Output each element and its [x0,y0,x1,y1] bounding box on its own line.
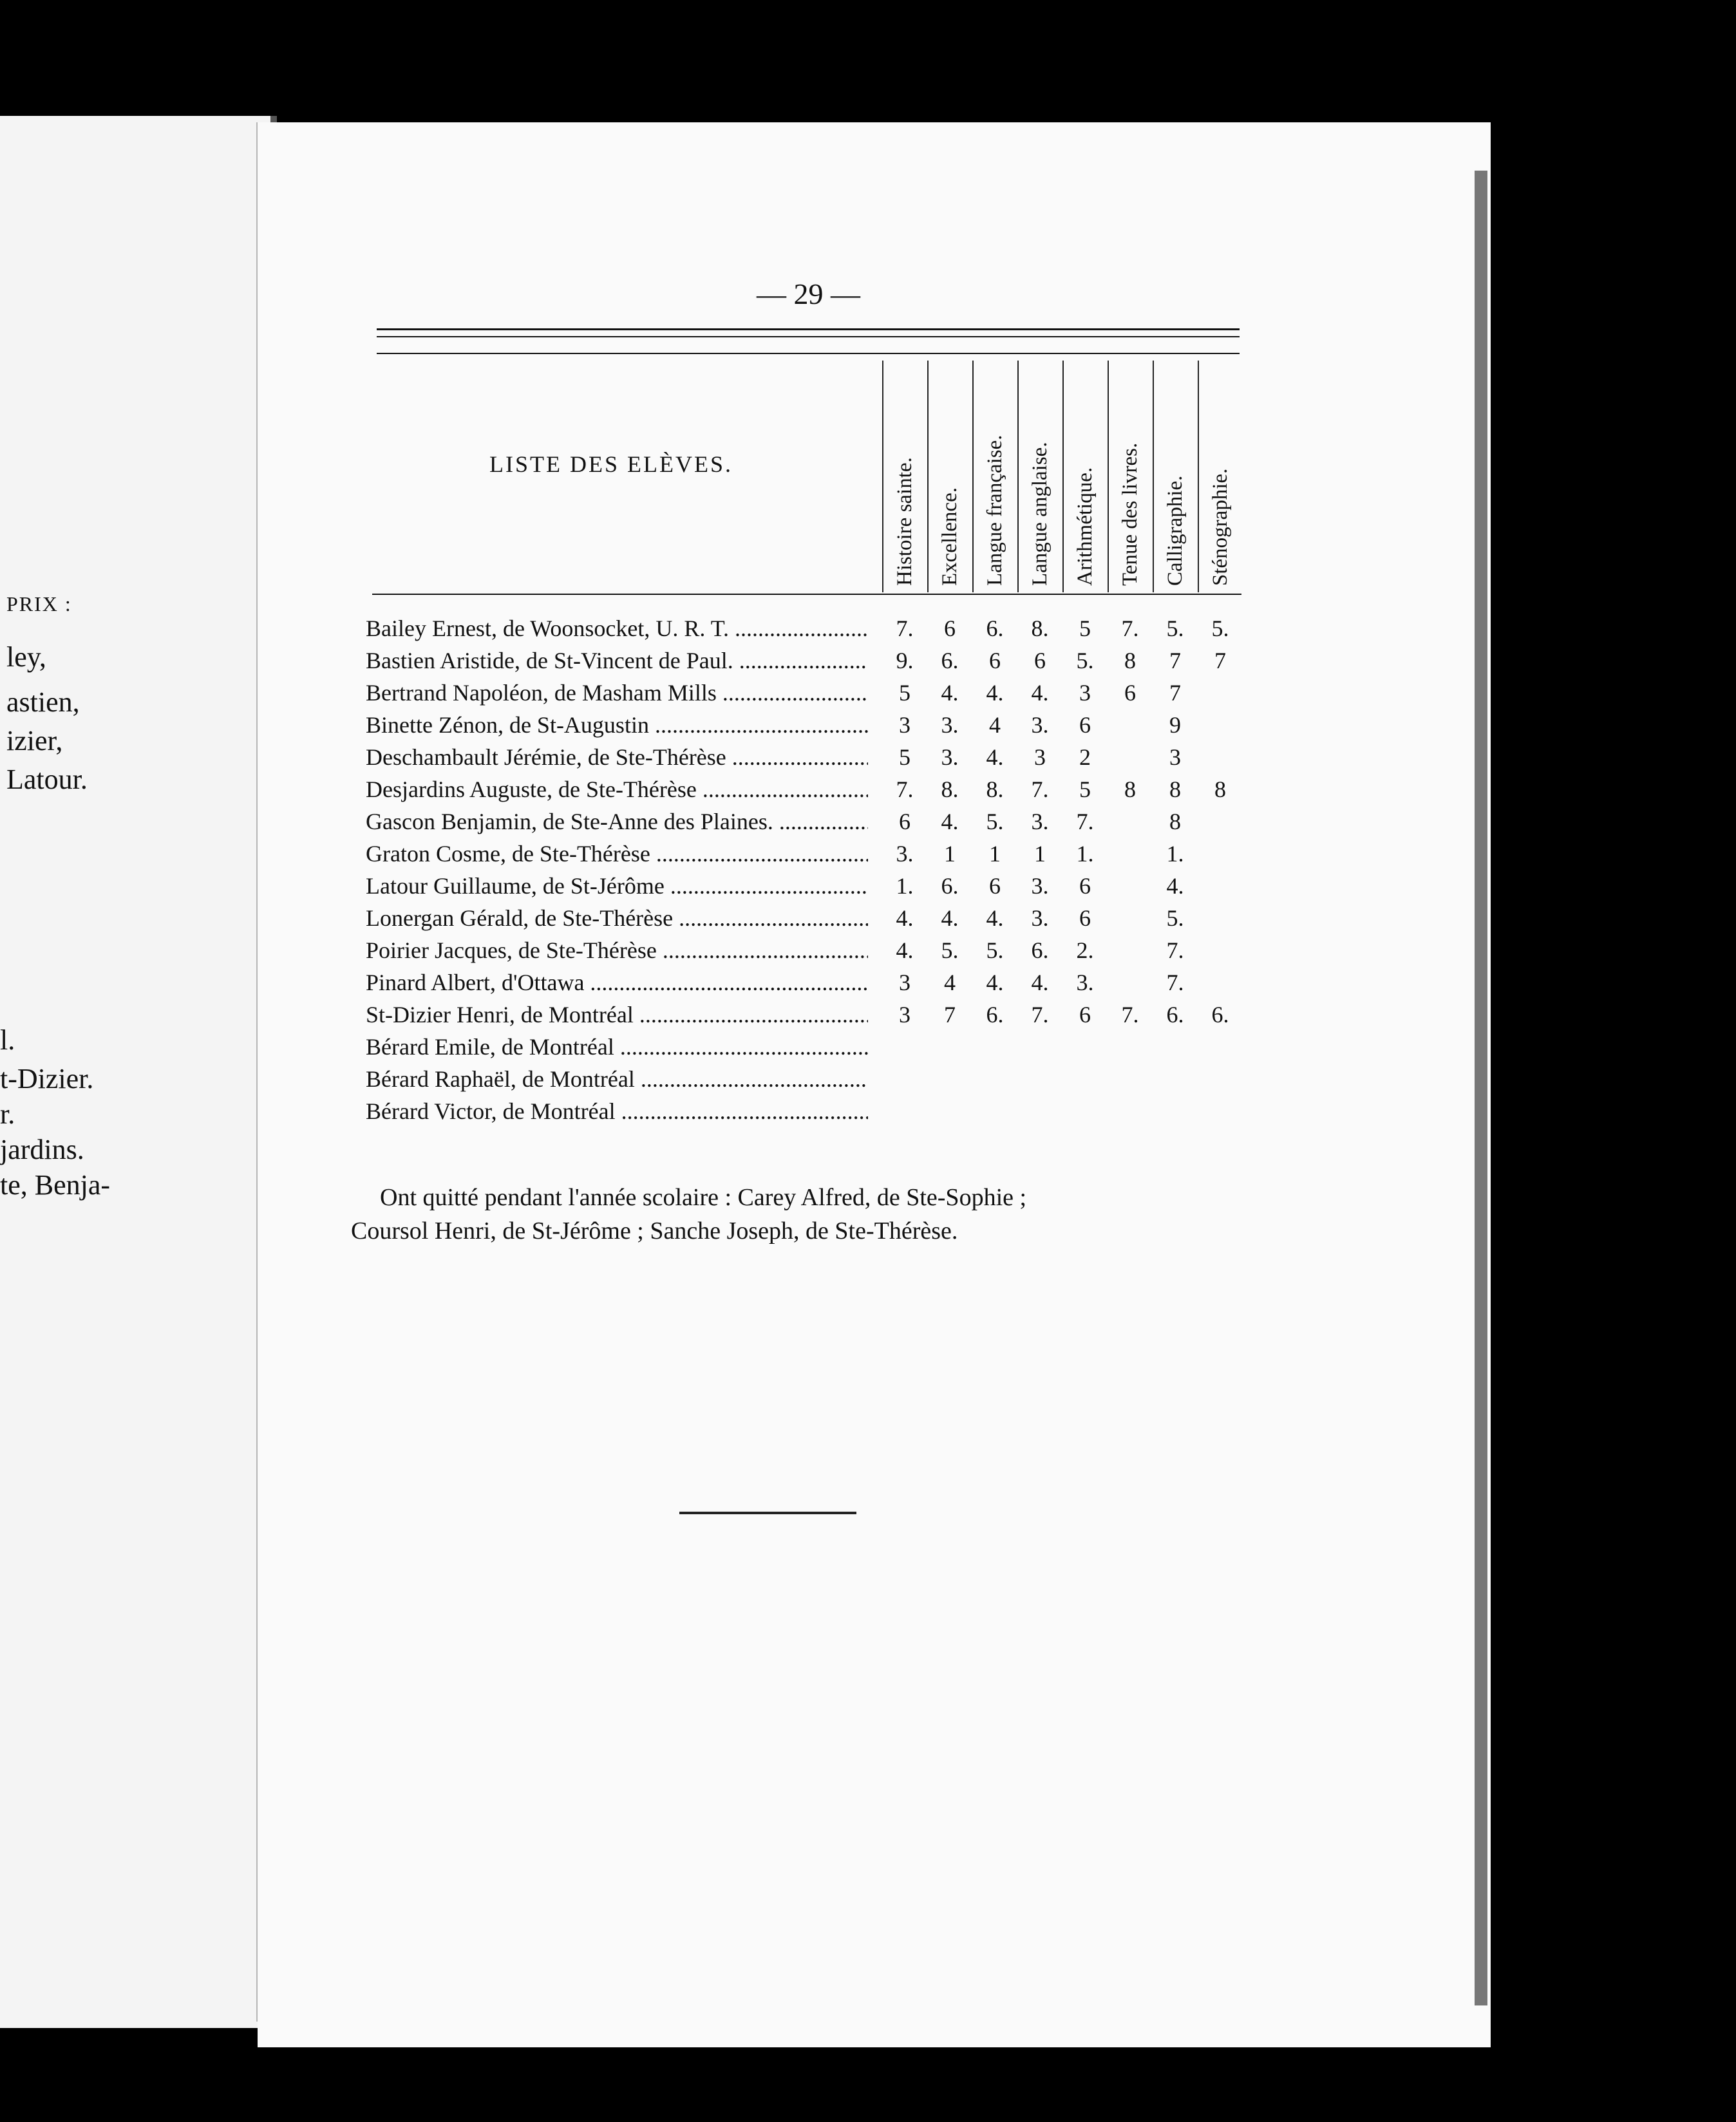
column-header-excellence: Excellence. [938,487,961,586]
grade-cell: 5 [1079,615,1091,641]
grade-cell: 6. [941,873,959,899]
grade-cell: 5 [899,680,910,706]
grade-cell: 5 [899,744,910,770]
grade-cell: 4 [944,970,956,995]
grade-cell: 9 [1169,712,1181,738]
grade-cell: 4. [986,905,1004,931]
grade-cell: 4. [941,905,959,931]
grade-cell: 8 [1169,776,1181,802]
table-row [366,679,1222,711]
table-row [366,840,1222,872]
grade-cell: 7 [944,1002,956,1028]
grade-cell: 9. [896,648,914,673]
table-row [366,1066,1222,1098]
grade-cell: 4. [986,970,1004,995]
table-title: LISTE DES ELÈVES. [489,451,733,477]
grade-cell: 4. [986,744,1004,770]
left-page-line: r. [0,1098,15,1130]
grade-cell: 6 [989,873,1001,899]
grade-cell: 5 [1079,776,1091,802]
departed-students-note-line1: Ont quitté pendant l'année scolaire : Carey Alfred, de Ste-Sophie ; [380,1184,1027,1211]
table-row [366,647,1226,679]
student-name: Bérard Raphaël, de Montréal ..... [366,1066,868,1093]
table-row [366,711,1222,744]
grade-cell: 7. [896,776,914,802]
grade-cell: 3 [1079,680,1091,706]
left-page-line: l. [0,1024,15,1056]
column-divider [1108,361,1109,592]
grade-cell: 6 [1079,905,1091,931]
student-name: Poirier Jacques, de Ste-Thérèse ..... [366,937,868,964]
grade-cell: 7. [1031,776,1049,802]
table-row [366,615,1229,647]
student-name: Bastien Aristide, de St-Vincent de Paul. ..... [366,647,868,674]
grade-cell: 4. [1031,680,1049,706]
grade-cell: 3. [941,712,959,738]
grade-cell: 2 [1079,744,1091,770]
table-row [366,808,1222,840]
grade-cell: 3. [1031,712,1049,738]
student-name: Gascon Benjamin, de Ste-Anne des Plaines. ..... [366,808,868,835]
grade-cell: 7 [1214,648,1226,673]
column-divider [1017,361,1019,592]
column-divider [1153,361,1154,592]
grade-cell: 3. [896,841,914,867]
grade-cell: 4. [1166,873,1184,899]
table-row [366,1098,1222,1130]
student-name: Bertrand Napoléon, de Masham Mills ..... [366,679,868,706]
grade-cell: 5. [1166,905,1184,931]
closing-rule [679,1512,856,1514]
left-page-line: Latour. [6,764,88,795]
grade-cell: 3 [899,712,910,738]
grade-cell: 8 [1214,776,1226,802]
column-header-tenue-des-livres: Tenue des livres. [1118,442,1142,586]
grade-cell: 7. [1166,937,1184,963]
student-name: Lonergan Gérald, de Ste-Thérèse ..... [366,905,868,932]
page-number: — 29 — [757,277,860,310]
left-page-line: t-Dizier. [0,1063,94,1094]
grade-cell: 7. [1031,1002,1049,1028]
grade-cell: 4. [1031,970,1049,995]
student-name: Latour Guillaume, de St-Jérôme ..... [366,872,868,899]
grade-cell: 3 [899,1002,910,1028]
grade-cell: 8 [1124,776,1136,802]
table-row [366,905,1222,937]
grade-cell: 8. [1031,615,1049,641]
grade-cell: 4. [941,680,959,706]
column-divider [1062,361,1064,592]
left-page-line: te, Benja- [0,1169,111,1201]
student-name: Bérard Victor, de Montréal ..... [366,1098,868,1125]
student-name: Bailey Ernest, de Woonsocket, U. R. T. ..... [366,615,868,642]
grade-cell: 8. [941,776,959,802]
grade-cell: 1. [1166,841,1184,867]
grade-cell: 4 [989,712,1001,738]
left-page-line: astien, [6,686,80,718]
top-rule [377,336,1240,337]
grade-cell: 3 [899,970,910,995]
grade-cell: 7. [896,615,914,641]
grade-cell: 3. [1076,970,1094,995]
departed-students-note-line2: Coursol Henri, de St-Jérôme ; Sanche Joseph, de Ste-Thérèse. [351,1217,958,1244]
grade-cell: 6. [1031,937,1049,963]
grade-cell: 6. [986,1002,1004,1028]
grade-cell: 4. [896,905,914,931]
grade-cell: 1 [989,841,1001,867]
grade-cell: 3 [1169,744,1181,770]
column-divider [882,361,883,592]
column-divider [927,361,929,592]
left-page-line: PRIX : [6,592,72,615]
student-name: Pinard Albert, d'Ottawa ..... [366,969,868,996]
grade-cell: 6 [1124,680,1136,706]
grade-cell: 6 [1034,648,1046,673]
grade-cell: 7. [1121,615,1139,641]
column-divider [972,361,974,592]
column-divider [1198,361,1199,592]
table-row [366,776,1226,808]
table-row [366,937,1222,969]
grade-cell: 6 [899,809,910,834]
grade-cell: 5. [1076,648,1094,673]
grade-cell: 7. [1121,1002,1139,1028]
table-row [366,1033,1222,1066]
student-name: St-Dizier Henri, de Montréal ..... [366,1001,868,1028]
grade-cell: 6 [944,615,956,641]
grade-cell: 4. [896,937,914,963]
grade-cell: 4. [941,809,959,834]
column-header-calligraphie: Calligraphie. [1164,475,1187,586]
grade-cell: 7 [1169,680,1181,706]
table-row [366,872,1222,905]
grade-cell: 6. [1211,1002,1229,1028]
grade-cell: 7 [1169,648,1181,673]
column-header-langue-francaise: Langue française. [983,435,1006,586]
column-header-stenographie: Sténographie. [1209,468,1232,586]
grade-cell: 7. [1076,809,1094,834]
table-row [366,744,1222,776]
grade-cell: 6. [1166,1002,1184,1028]
left-page-line: jardins. [0,1134,84,1165]
column-header-langue-anglaise: Langue anglaise. [1028,442,1052,586]
grade-cell: 6. [986,615,1004,641]
grade-cell: 2. [1076,937,1094,963]
grade-cell: 8. [986,776,1004,802]
grade-cell: 5. [986,937,1004,963]
page-edge [1475,171,1487,2005]
grade-cell: 5. [941,937,959,963]
student-name: Graton Cosme, de Ste-Thérèse ..... [366,840,868,867]
student-name: Bérard Emile, de Montréal ..... [366,1033,868,1060]
grade-cell: 8 [1124,648,1136,673]
table-row [366,1001,1229,1033]
grade-cell: 6 [1079,712,1091,738]
grade-cell: 7. [1166,970,1184,995]
grade-cell: 5. [1166,615,1184,641]
grade-cell: 3. [1031,873,1049,899]
grade-cell: 1 [944,841,956,867]
grade-cell: 3. [1031,809,1049,834]
table-row [366,969,1222,1001]
grade-cell: 3 [1034,744,1046,770]
header-bottom-rule [372,594,1241,595]
grade-cell: 3. [1031,905,1049,931]
grade-cell: 1. [1076,841,1094,867]
grade-cell: 1 [1034,841,1046,867]
left-page-line: izier, [6,725,63,756]
grade-cell: 3. [941,744,959,770]
grade-cell: 6. [941,648,959,673]
top-rule [377,328,1240,330]
student-name: Deschambault Jérémie, de Ste-Thérèse ..... [366,744,868,771]
header-rule [377,353,1240,354]
grade-cell: 6 [1079,873,1091,899]
student-name: Binette Zénon, de St-Augustin ..... [366,711,868,738]
grade-cell: 8 [1169,809,1181,834]
grade-cell: 1. [896,873,914,899]
column-header-arithmetique: Arithmétique. [1073,467,1097,586]
grade-cell: 6 [989,648,1001,673]
column-header-histoire-sainte: Histoire sainte. [893,457,916,586]
grade-cell: 4. [986,680,1004,706]
left-page-line: ley, [6,641,46,673]
grade-cell: 5. [1211,615,1229,641]
student-name: Desjardins Auguste, de Ste-Thérèse ..... [366,776,868,803]
grade-cell: 6 [1079,1002,1091,1028]
grade-cell: 5. [986,809,1004,834]
